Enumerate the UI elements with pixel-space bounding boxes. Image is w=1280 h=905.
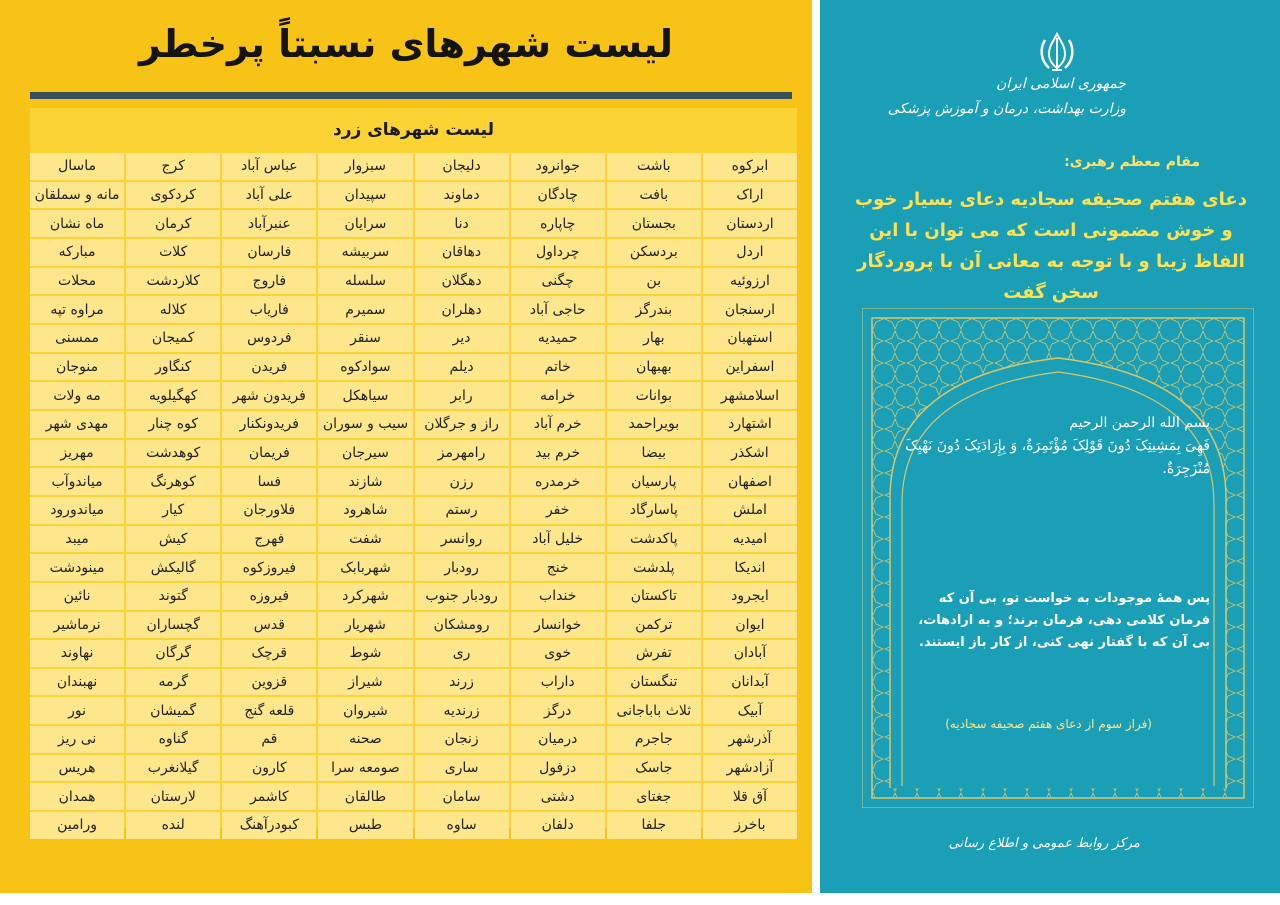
city-cell: خوی [511, 640, 605, 667]
city-cell: گرگان [126, 640, 220, 667]
footer-signature: مرکز روابط عمومی و اطلاع رسانی [948, 836, 1140, 851]
city-cell: شهرکرد [318, 583, 412, 610]
city-cell: فردوس [222, 325, 316, 352]
city-cell: سلسله [318, 268, 412, 295]
city-cell: رودبار [415, 554, 509, 581]
city-cell: خوانسار [511, 612, 605, 639]
city-cell: زنجان [415, 726, 509, 753]
city-cell: آذرشهر [703, 726, 797, 753]
city-cell: جغتای [607, 783, 701, 810]
city-cell: گالیکش [126, 554, 220, 581]
city-cell: گرمه [126, 669, 220, 696]
city-cell: قدس [222, 612, 316, 639]
city-cell: اراک [703, 182, 797, 209]
city-cell: ساری [415, 755, 509, 782]
city-cell: بوانات [607, 382, 701, 409]
city-cell: خنداب [511, 583, 605, 610]
city-cell: کیار [126, 497, 220, 524]
city-cell: گچساران [126, 612, 220, 639]
city-cell: درمیان [511, 726, 605, 753]
city-cell: دهلران [415, 296, 509, 323]
city-cell: طبس [318, 812, 412, 839]
bismillah: بسم الله الرحمن الرحیم [1069, 415, 1210, 431]
city-cell: اردستان [703, 210, 797, 237]
city-cell: کهگیلویه [126, 382, 220, 409]
city-cell: نرماشیر [30, 612, 124, 639]
city-cell: جوانرود [511, 153, 605, 180]
city-cell: خرم آباد [511, 411, 605, 438]
city-cell: کمیجان [126, 325, 220, 352]
city-cell: پاکدشت [607, 526, 701, 553]
city-cell: بن [607, 268, 701, 295]
city-cell: باخرز [703, 812, 797, 839]
city-cell: قزوین [222, 669, 316, 696]
city-cell: ساوه [415, 812, 509, 839]
city-cell: کبودرآهنگ [222, 812, 316, 839]
city-cell: جاجرم [607, 726, 701, 753]
iran-emblem-icon [1035, 30, 1079, 74]
city-cell: رودبار جنوب [415, 583, 509, 610]
city-cell: شیراز [318, 669, 412, 696]
city-cell: دهگلان [415, 268, 509, 295]
city-cell: سربیشه [318, 239, 412, 266]
city-cell: بجستان [607, 210, 701, 237]
city-cell: نهبندان [30, 669, 124, 696]
city-cell: رستم [415, 497, 509, 524]
city-cell: دزفول [511, 755, 605, 782]
city-cell: فاریاب [222, 296, 316, 323]
city-cell: حمیدیه [511, 325, 605, 352]
city-cell: کنگاور [126, 354, 220, 381]
city-cell: کوه چنار [126, 411, 220, 438]
city-cell: کوهدشت [126, 440, 220, 467]
city-cell: پاسارگاد [607, 497, 701, 524]
city-cell: فریمان [222, 440, 316, 467]
city-cell: گتوند [126, 583, 220, 610]
city-cell: صحنه [318, 726, 412, 753]
city-cell: شهربابک [318, 554, 412, 581]
city-cell: فیروزه [222, 583, 316, 610]
city-cell: دماوند [415, 182, 509, 209]
city-cell: قلعه گنج [222, 697, 316, 724]
city-cell: رامهرمز [415, 440, 509, 467]
city-cell: علی آباد [222, 182, 316, 209]
city-cell: خرم بید [511, 440, 605, 467]
city-cell: دلفان [511, 812, 605, 839]
city-cell: بیضا [607, 440, 701, 467]
city-cell: پلدشت [607, 554, 701, 581]
city-cell: کرمان [126, 210, 220, 237]
city-cell: آبدانان [703, 669, 797, 696]
city-cell: سیرجان [318, 440, 412, 467]
city-cell: شازند [318, 468, 412, 495]
dua-arabic: فَهِیَ بِمَشِیتِکَ دُونَ قَوْلِکَ مُؤْتَمِرَةٌ، وَ بِإِرَادَتِکَ دُونَ نَهْیِکَ مُنْزَجِرَةٌ. [905, 438, 1210, 477]
arch-frame-ornament [862, 308, 1254, 808]
city-cell: نهاوند [30, 640, 124, 667]
city-cell: سرایان [318, 210, 412, 237]
city-cell: ماسال [30, 153, 124, 180]
city-cell: مهریز [30, 440, 124, 467]
city-cell: میاندورود [30, 497, 124, 524]
city-cell: کلاله [126, 296, 220, 323]
city-cell: مراوه تپه [30, 296, 124, 323]
city-cell: همدان [30, 783, 124, 810]
city-cell: طالقان [318, 783, 412, 810]
city-cell: گناوه [126, 726, 220, 753]
city-cell: اصفهان [703, 468, 797, 495]
city-cell: راز و جرگلان [415, 411, 509, 438]
city-cell: چرداول [511, 239, 605, 266]
city-cell: شاهرود [318, 497, 412, 524]
city-cell: خاتم [511, 354, 605, 381]
dua-text-block [905, 412, 1210, 481]
city-cell: دلیجان [415, 153, 509, 180]
city-cell: شوط [318, 640, 412, 667]
city-cell: مه ولات [30, 382, 124, 409]
city-cell: تاکستان [607, 583, 701, 610]
city-cell: میاندوآب [30, 468, 124, 495]
city-cell: اشکذر [703, 440, 797, 467]
city-cell: زرند [415, 669, 509, 696]
city-cell: گیلانغرب [126, 755, 220, 782]
list-subtitle: لیست شهرهای زرد [332, 120, 495, 140]
city-cell: محلات [30, 268, 124, 295]
city-cell: فریدن [222, 354, 316, 381]
city-cell: اسلامشهر [703, 382, 797, 409]
city-cell: خنج [511, 554, 605, 581]
city-cell: خلیل آباد [511, 526, 605, 553]
city-cell: روانسر [415, 526, 509, 553]
city-cell: ارزوئیه [703, 268, 797, 295]
city-cell: فلاورجان [222, 497, 316, 524]
city-cell: مینودشت [30, 554, 124, 581]
city-cell: عباس آباد [222, 153, 316, 180]
city-cell: قم [222, 726, 316, 753]
city-cell: تفرش [607, 640, 701, 667]
city-cell: آق قلا [703, 783, 797, 810]
city-cell: کردکوی [126, 182, 220, 209]
city-cell: چادگان [511, 182, 605, 209]
city-cell: کلاردشت [126, 268, 220, 295]
city-cell: دشتی [511, 783, 605, 810]
city-cell: چگنی [511, 268, 605, 295]
page-title: لیست شهرهای نسبتاً پرخطر [138, 22, 674, 66]
city-cell: دیر [415, 325, 509, 352]
city-cell: شیروان [318, 697, 412, 724]
city-cell: فریدونکنار [222, 411, 316, 438]
city-cell: هریس [30, 755, 124, 782]
city-cell: جاسک [607, 755, 701, 782]
city-cell: سبزوار [318, 153, 412, 180]
city-cell: آبادان [703, 640, 797, 667]
city-cell: رابر [415, 382, 509, 409]
city-cell: سپیدان [318, 182, 412, 209]
city-cell: زرندیه [415, 697, 509, 724]
city-cell: امیدیه [703, 526, 797, 553]
city-cell: سوادکوه [318, 354, 412, 381]
city-cell: کرج [126, 153, 220, 180]
city-cell: شهریار [318, 612, 412, 639]
city-cell: بافت [607, 182, 701, 209]
city-cell: سیاهکل [318, 382, 412, 409]
city-cell: فسا [222, 468, 316, 495]
title-divider [30, 92, 792, 99]
city-cell: شفت [318, 526, 412, 553]
city-cell: استهبان [703, 325, 797, 352]
leader-label: مقام معظم رهبری: [1064, 154, 1200, 170]
city-cell: حاجی آباد [511, 296, 605, 323]
city-cell: عنبرآباد [222, 210, 316, 237]
city-cell: بویراحمد [607, 411, 701, 438]
city-cell: ورامین [30, 812, 124, 839]
city-cell: کاشمر [222, 783, 316, 810]
city-cell: نی ریز [30, 726, 124, 753]
city-cell: ایوان [703, 612, 797, 639]
city-cell: بهبهان [607, 354, 701, 381]
city-cell: ابرکوه [703, 153, 797, 180]
dua-source: (فراز سوم از دعای هفتم صحیفه سجادیه) [945, 717, 1152, 731]
city-cell: مهدی شهر [30, 411, 124, 438]
city-cell: میبد [30, 526, 124, 553]
city-cell: قرچک [222, 640, 316, 667]
city-cell: مبارکه [30, 239, 124, 266]
city-cell: داراب [511, 669, 605, 696]
city-cell: خرمدره [511, 468, 605, 495]
city-cell: رومشکان [415, 612, 509, 639]
city-cell: تنگستان [607, 669, 701, 696]
city-cell: فیروزکوه [222, 554, 316, 581]
cities-table [30, 153, 797, 839]
dua-translation: پس همهٔ موجودات به خواست تو، بی آن که فرمان کلامی دهی، فرمان برند؛ و به ارادهات، بی آن که با گفتار نهی کنی، از کار باز ایستند. [918, 591, 1210, 650]
city-cell: آبیک [703, 697, 797, 724]
city-cell: کلات [126, 239, 220, 266]
city-cell: صومعه سرا [318, 755, 412, 782]
city-cell: منوجان [30, 354, 124, 381]
city-cell: گمیشان [126, 697, 220, 724]
city-cell: ارسنجان [703, 296, 797, 323]
city-cell: بردسکن [607, 239, 701, 266]
gov-line-1: جمهوری اسلامی ایران [996, 76, 1126, 92]
city-cell: املش [703, 497, 797, 524]
city-cell: باشت [607, 153, 701, 180]
city-cell: آزادشهر [703, 755, 797, 782]
city-cell: مانه و سملقان [30, 182, 124, 209]
city-cell: رزن [415, 468, 509, 495]
city-cell: ایجرود [703, 583, 797, 610]
city-cell: خفر [511, 497, 605, 524]
gov-line-2: وزارت بهداشت، درمان و آموزش پزشکی [887, 101, 1126, 117]
city-cell: سنقر [318, 325, 412, 352]
city-cell: دیلم [415, 354, 509, 381]
city-cell: فارسان [222, 239, 316, 266]
city-cell: بندرگز [607, 296, 701, 323]
city-cell: لارستان [126, 783, 220, 810]
city-cell: پارسیان [607, 468, 701, 495]
city-cell: نائین [30, 583, 124, 610]
city-cell: اردل [703, 239, 797, 266]
city-cell: دهاقان [415, 239, 509, 266]
leader-quote: دعای هفتم صحیفه سجادیه دعای بسیار خوب و خوش مضمونی است که می توان با این الفاظ زیبا و با توجه به معانی آن با پروردگار سخن گفت [855, 189, 1247, 303]
city-cell: فهرج [222, 526, 316, 553]
city-cell: سمیرم [318, 296, 412, 323]
city-cell: بهار [607, 325, 701, 352]
city-cell: سیب و سوران [318, 411, 412, 438]
city-cell: چاپاره [511, 210, 605, 237]
city-cell: اندیکا [703, 554, 797, 581]
city-cell: ممسنی [30, 325, 124, 352]
city-cell: درگز [511, 697, 605, 724]
city-cell: سامان [415, 783, 509, 810]
city-cell: ری [415, 640, 509, 667]
city-cell: کوهرنگ [126, 468, 220, 495]
city-cell: اسفراین [703, 354, 797, 381]
city-cell: لنده [126, 812, 220, 839]
city-cell: دنا [415, 210, 509, 237]
city-cell: خرامه [511, 382, 605, 409]
city-cell: فاروج [222, 268, 316, 295]
city-cell: ترکمن [607, 612, 701, 639]
city-cell: کارون [222, 755, 316, 782]
cities-panel [30, 108, 797, 834]
city-cell: ماه نشان [30, 210, 124, 237]
city-cell: نور [30, 697, 124, 724]
city-cell: جلفا [607, 812, 701, 839]
city-cell: ثلاث باباجانی [607, 697, 701, 724]
city-cell: اشتهارد [703, 411, 797, 438]
city-cell: کیش [126, 526, 220, 553]
city-cell: فریدون شهر [222, 382, 316, 409]
